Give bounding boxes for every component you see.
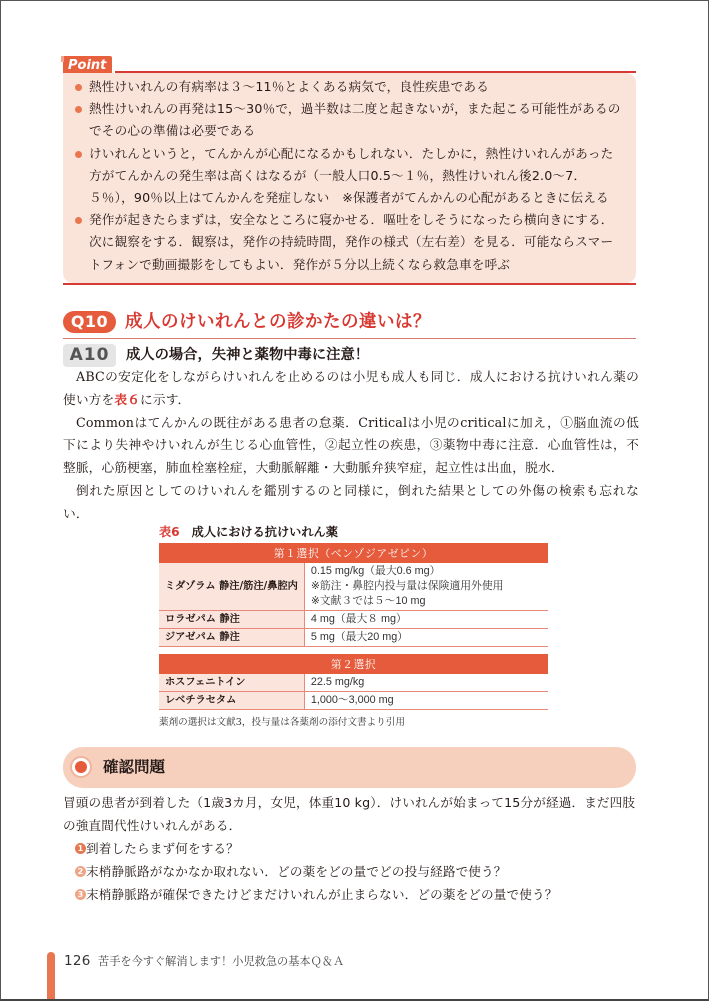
- footer-accent-bar: [47, 952, 55, 999]
- question-badge: Q10: [63, 311, 116, 333]
- drug-name: ロラゼパム 静注: [159, 611, 304, 629]
- drug-dose: 4 mg（最大８ mg）: [304, 611, 548, 629]
- drug-name: ホスフェニトイン: [159, 674, 304, 692]
- point-content: [63, 73, 636, 283]
- question-rule: [63, 338, 636, 339]
- answer-badge: A10: [63, 344, 116, 367]
- drug-name: ミダゾラム 静注/筋注/鼻腔内: [159, 563, 304, 611]
- table-row: [159, 611, 548, 629]
- review-scenario: 冒頭の患者が到着した（1歳3カ月，女児，体重10 kg）．けいれんが始まって15分が経過．まだ四肢の強直間代性けいれんがある．: [63, 795, 636, 833]
- point-label: Point: [63, 56, 112, 75]
- table-gap: [159, 647, 548, 655]
- point-item: 熱性けいれんの再発は15～30％で，過半数は二度と起きないが，また起こる可能性があるのでその心の準備は必要である: [73, 98, 622, 142]
- review-question: 3 末梢静脈路が確保できたけどまだけいれんが止まらない．どの薬をどの量で使う？: [63, 883, 643, 906]
- number-circle-icon: 1: [75, 843, 86, 854]
- table-row: [159, 563, 548, 611]
- point-bottom-rule: [63, 283, 636, 285]
- target-circle-icon: [70, 756, 92, 778]
- point-item: 熱性けいれんの有病率は３～11％とよくある病気で，良性疾患である: [73, 76, 622, 98]
- answer-body: [63, 366, 639, 526]
- review-question: 1 到着したらまず何をする？: [63, 837, 643, 860]
- number-circle-icon: 3: [75, 889, 86, 900]
- table-row: [159, 674, 548, 692]
- table-title: 成人における抗けいれん薬: [191, 525, 338, 539]
- question-heading: [63, 309, 636, 339]
- body-paragraph: 倒れた原因としてのけいれんを鑑別するのと同様に，倒れた結果としての外傷の検索も忘れない．: [63, 482, 639, 521]
- drug-dose: 22.5 mg/kg: [304, 674, 548, 692]
- drug-table-figure: [159, 523, 548, 728]
- table-caption: [159, 523, 548, 541]
- drug-table: [159, 543, 548, 710]
- review-question: 2 末梢静脈路がなかなか取れない．どの薬をどの量でどの投与経路で使う？: [63, 860, 643, 883]
- bullet-icon: [75, 151, 82, 158]
- point-item: 発作が起きたらまずは，安全なところに寝かせる．嘔吐をしそうになったら横向きにする．次に観察をする．観察は，発作の持続時間，発作の様式（左右差）を見る．可能ならスマートフォンで動画撮影をしてもよい．発作が５分以上続くなら救急車を呼ぶ: [73, 209, 622, 276]
- question-title: 成人のけいれんとの診かたの違いは？: [125, 312, 431, 332]
- drug-dose: 5 mg（最大20 mg）: [304, 629, 548, 647]
- bullet-icon: [75, 106, 82, 113]
- table-number: 表6: [159, 525, 180, 539]
- answer-title: 成人の場合，失神と薬物中毒に注意！: [126, 347, 370, 363]
- table-row: [159, 692, 548, 710]
- review-heading: [63, 747, 636, 788]
- drug-dose: 0.15 mg/kg（最大0.6 mg） ※筋注・鼻腔内投与量は保険適用外使用 ※文献３では５～10 mg: [304, 563, 548, 611]
- running-title: 苦手を今すぐ解消します！小児救急の基本Ｑ＆Ａ: [98, 955, 345, 968]
- body-paragraph: Commonはてんかんの既往がある患者の怠薬．Criticalは小児のcriticalに加え，①脳血流の低下により失神やけいれんが生じる心血管性，②起立性の疾患，③薬物中毒に注意．心血管性は，不整脈，心筋梗塞，肺血栓塞栓症，大動脈解離・大動脈弁狭窄症，起立性は出血，脱水．: [63, 414, 639, 476]
- bullet-icon: [75, 217, 82, 224]
- point-list: [63, 73, 636, 276]
- point-item: けいれんというと，てんかんが心配になるかもしれない．たしかに，熱性けいれんがあった方がてんかんの発生率は高くはなるが（一般人口0.5～１％，熱性けいれん後2.0～7．５％），90％以上はてんかんを発症しない ※保護者がてんかんの心配があるときに伝える: [73, 143, 622, 210]
- table-row: [159, 629, 548, 647]
- drug-dose: 1,000～3,000 mg: [304, 692, 548, 710]
- drug-name: レベチラセタム: [159, 692, 304, 710]
- body-paragraph: ABCの安定化をしながらけいれんを止めるのは小児も成人も同じ．成人における抗けいれん薬の使い方を表６に示す．: [63, 369, 639, 407]
- bullet-icon: [75, 84, 82, 91]
- page-number: 126: [64, 953, 91, 969]
- review-title: 確認問題: [103, 758, 166, 776]
- review-body: [63, 791, 643, 906]
- table-note: 薬剤の選択は文献3，投与量は各薬剤の添付文書より引用: [159, 717, 405, 728]
- table-reference-link[interactable]: 表６: [114, 391, 141, 407]
- drug-name: ジアゼパム 静注: [159, 629, 304, 647]
- number-circle-icon: 2: [75, 866, 86, 877]
- section-header: 第２選択: [159, 654, 548, 674]
- section-header: 第１選択（ベンゾジアゼピン）: [159, 543, 548, 563]
